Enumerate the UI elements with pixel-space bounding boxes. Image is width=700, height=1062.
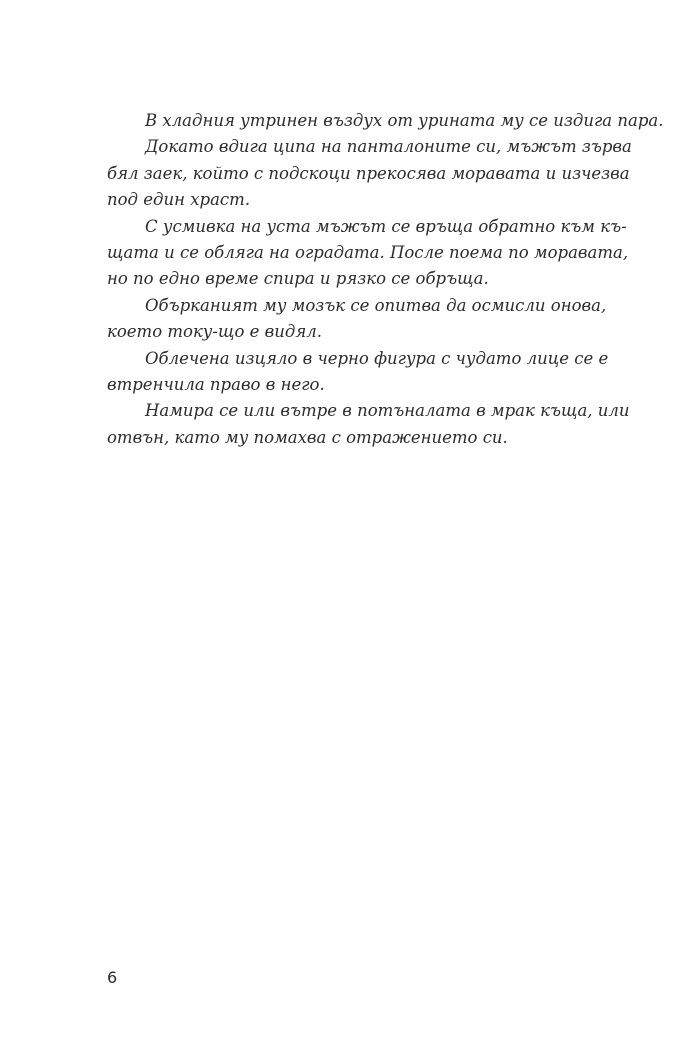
text-line: под един храст. xyxy=(107,190,251,210)
text-line: Докато вдига ципа на панталоните си, мъжът зърва xyxy=(145,137,632,157)
body-text xyxy=(107,108,664,451)
text-line: щата и се обляга на оградата. После поема по моравата, xyxy=(107,242,629,262)
text-line: което току-що е видял. xyxy=(107,322,323,342)
text-line: отвън, като му помахва с отражението си. xyxy=(107,427,508,447)
page-number: 6 xyxy=(107,968,118,987)
text-line: В хладния утринен въздух от урината му се издига пара. xyxy=(145,111,664,130)
text-line: но по едно време спира и рязко се обръща. xyxy=(107,269,489,289)
text-line: Намира се или вътре в потъналата в мрак къща, или xyxy=(145,401,630,421)
text-line: втренчила право в него. xyxy=(107,374,325,394)
text-line: бял заек, който с подскоци прекосява моравата и изчезва xyxy=(107,163,630,183)
text-line: Обърканият му мозък се опитва да осмисли онова, xyxy=(145,295,607,315)
text-line: Облечена изцяло в черно фигура с чудато лице се е xyxy=(145,348,609,368)
text-line: С усмивка на уста мъжът се връща обратно към къ- xyxy=(145,216,627,236)
